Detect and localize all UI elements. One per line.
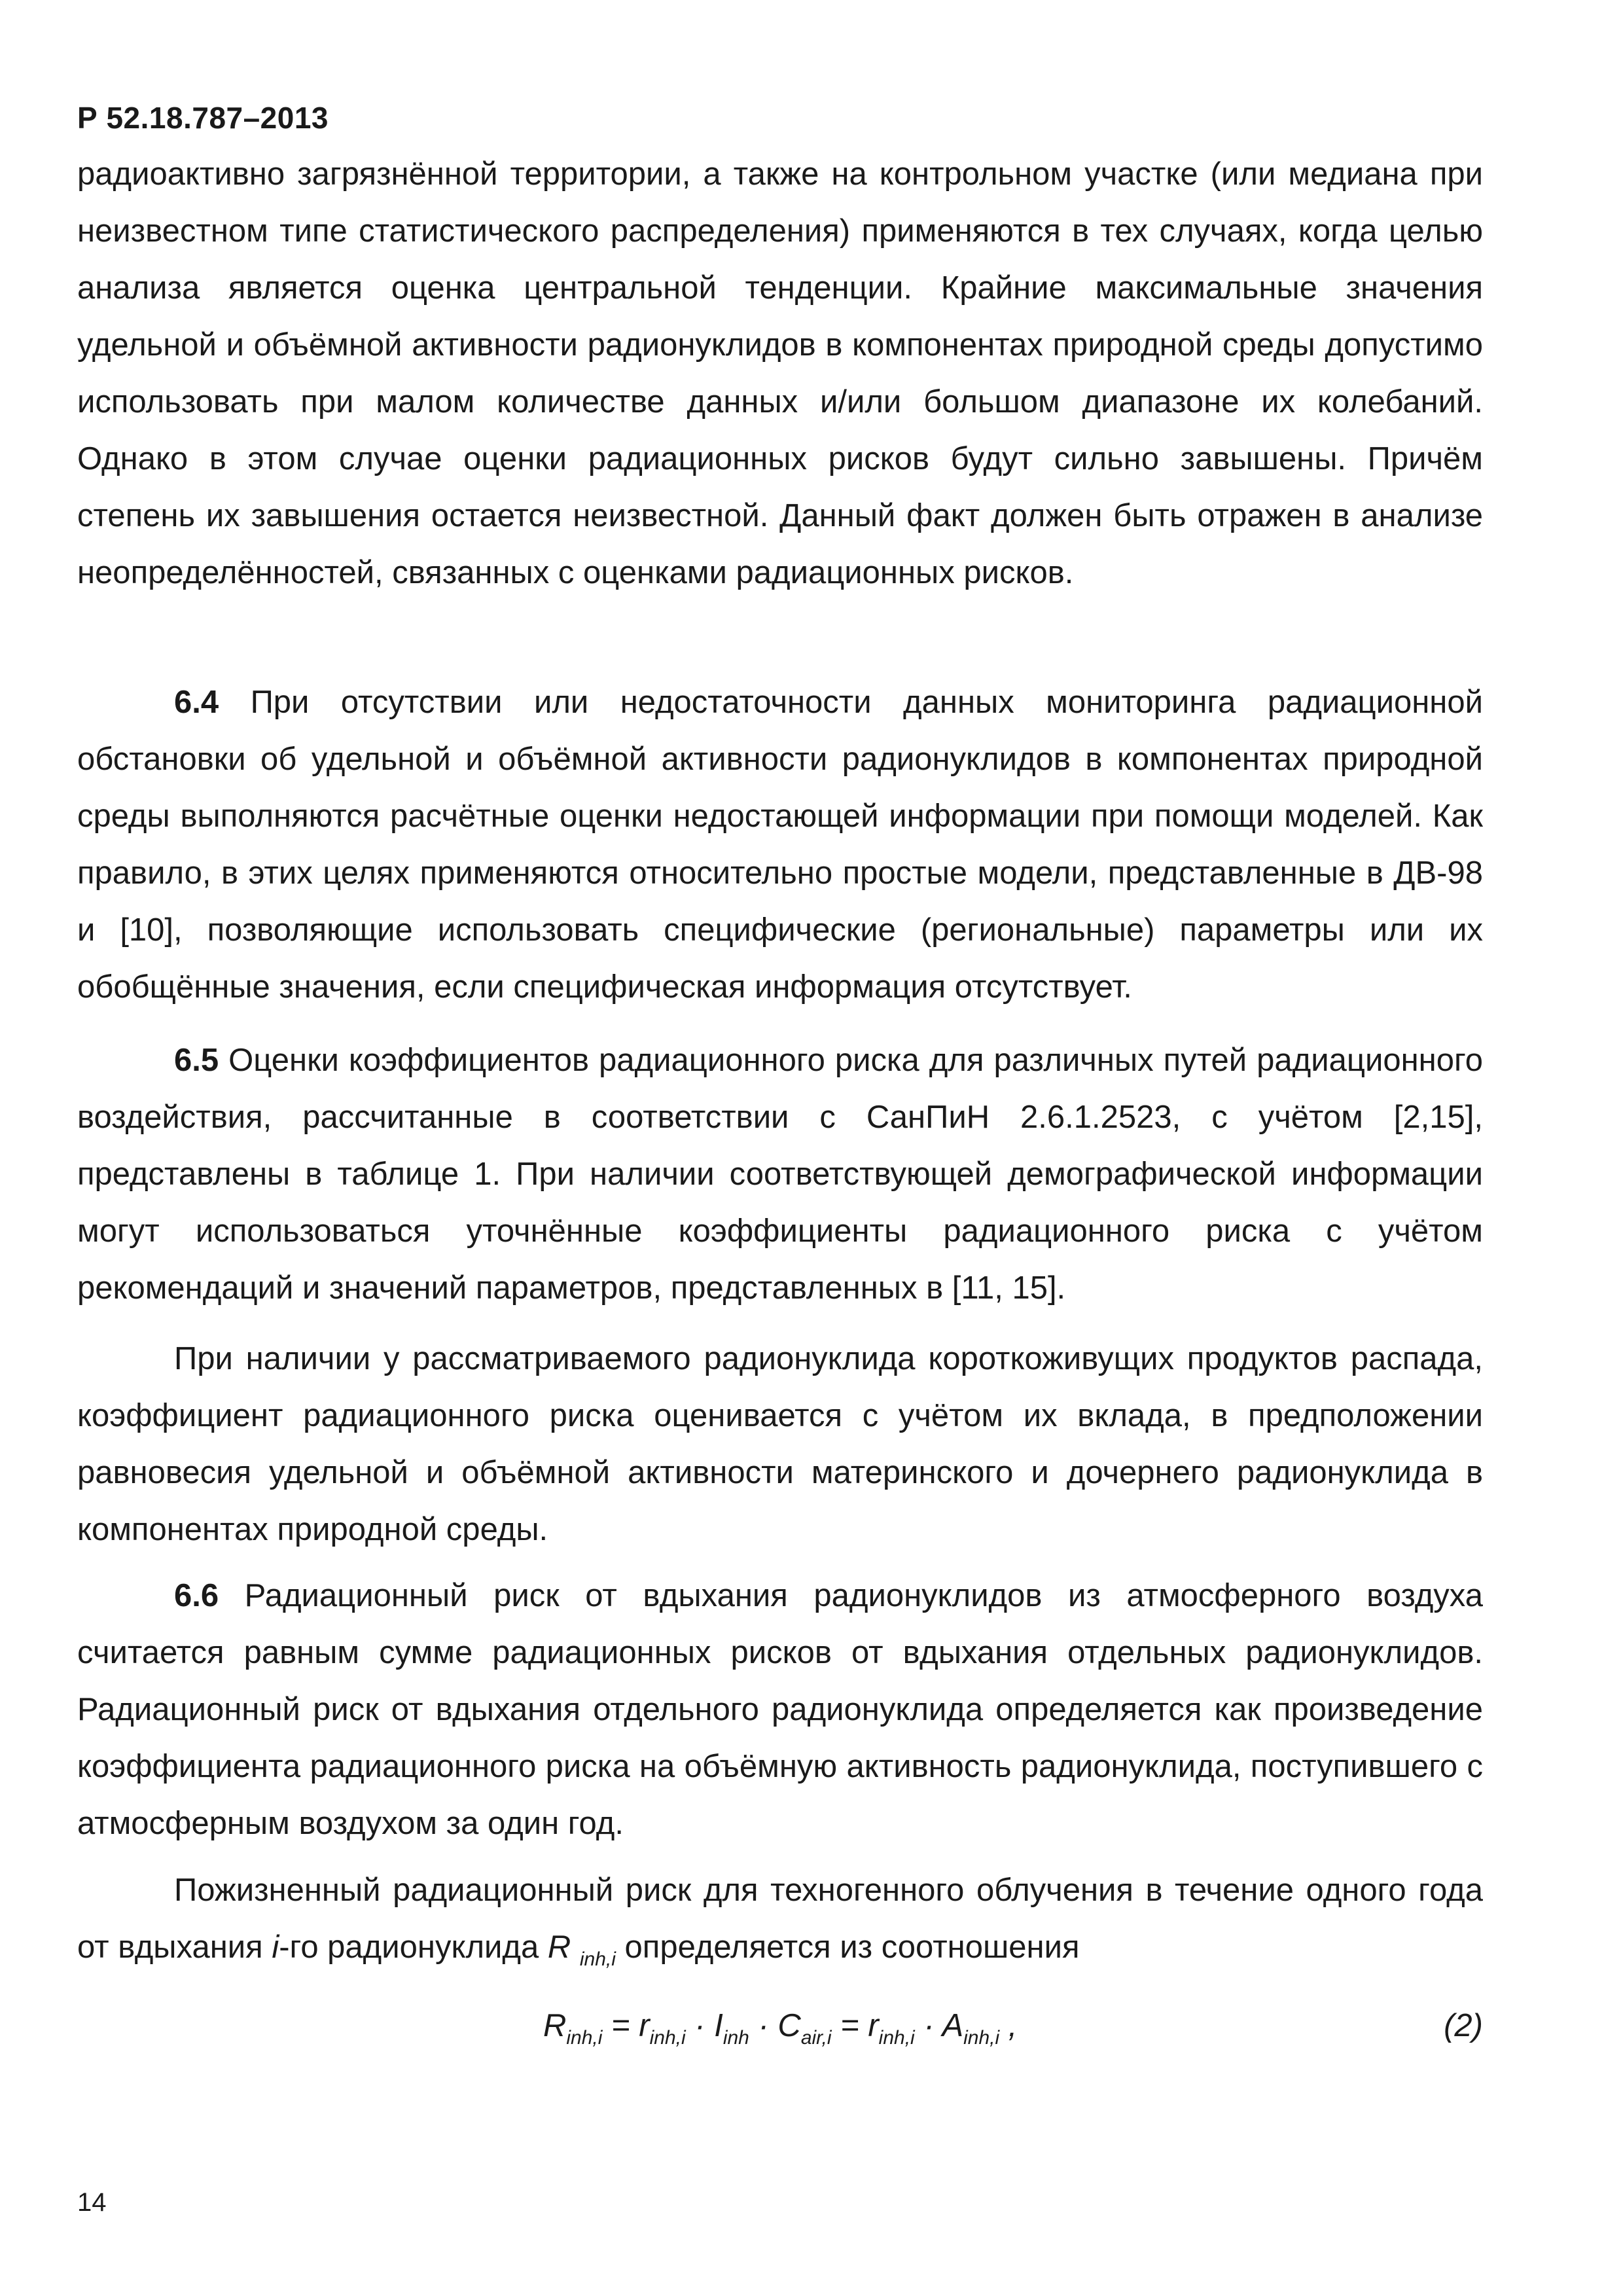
paragraph — [77, 674, 1483, 1016]
text-run: -го радионуклида — [279, 1929, 548, 1965]
subscript: inh,i — [963, 2027, 1000, 2049]
section-6-4 — [77, 674, 1483, 1016]
symbol: I — [714, 2008, 723, 2043]
symbol: C — [777, 2008, 801, 2043]
section-6-6 — [77, 1568, 1483, 1852]
document-code: Р 52.18.787–2013 — [77, 101, 329, 135]
body-text — [77, 146, 1483, 601]
equation-2 — [77, 1996, 1483, 2055]
subscript: inh,i — [649, 2027, 686, 2049]
paragraph — [77, 1862, 1483, 1988]
text-run: Пожизненный радиационный риск для техногенного облучения в течение одного года от вдыхания — [77, 1873, 1483, 1965]
section-6-5 — [77, 1032, 1483, 1317]
symbol: A — [942, 2008, 964, 2043]
subscript: air,i — [800, 2027, 832, 2049]
equation-number: (2) — [1444, 2008, 1483, 2043]
operator: = — [602, 2008, 639, 2043]
variable-R: R — [547, 1929, 571, 1965]
operator: · — [749, 2008, 778, 2043]
paragraph — [77, 1032, 1483, 1317]
subscript: inh,i — [579, 1948, 616, 1970]
paragraph: При наличии у рассматриваемого радионуклида короткоживущих продуктов распада, коэффициент радиационного риска оценивается с учётом их вклада, в предположении равновесия удельной и объёмной активности материнского и дочернего радионуклида в компонентах природной среды. — [77, 1341, 1483, 1547]
page-number: 14 — [77, 2188, 107, 2217]
operator: · — [685, 2008, 715, 2043]
symbol: R — [543, 2008, 567, 2043]
subscript: inh,i — [878, 2027, 915, 2049]
paragraph-lifetime-risk — [77, 1862, 1483, 1988]
paragraph — [77, 1568, 1483, 1852]
variable-i: i — [272, 1929, 279, 1965]
section-text: Оценки коэффициентов радиационного риска для различных путей радиационного воздействия, рассчитанные в соответствии с СанПиН 2.6.1.2523, с учётом [2,15], представлены в таблице 1. При наличии соответствующей демографической информации могут использоваться уточнённые коэффициенты радиационного риска с учётом рекомендаций и значений параметров, представленных в [11, 15]. — [77, 1043, 1483, 1306]
section-number: 6.4 — [174, 685, 219, 720]
punctuation: , — [999, 2008, 1018, 2043]
subscript: inh,i — [566, 2027, 603, 2049]
operator: · — [914, 2008, 942, 2043]
symbol: r — [868, 2008, 879, 2043]
formula — [543, 1996, 1017, 2068]
section-number: 6.5 — [174, 1043, 219, 1078]
subscript: inh — [722, 2027, 749, 2049]
paragraph-decay — [77, 1331, 1483, 1558]
text-run: определяется из соотношения — [615, 1929, 1080, 1965]
symbol: r — [639, 2008, 650, 2043]
section-number: 6.6 — [174, 1578, 219, 1613]
paragraph-continuation: радиоактивно загрязнённой территории, а также на контрольном участке (или медиана при неизвестном типе статистического распределения) применяются в тех случаях, когда целью анализа является оценка центральной тенденции. Крайние максимальные значения удельной и объёмной активности радионуклидов в компонентах природной среды допустимо использовать при малом количестве данных и/или большом диапазоне их колебаний. Однако в этом случае оценки радиационных рисков будут сильно завышены. Причём степень их завышения остается неизвестной. Данный факт должен быть отражен в анализе неопределённостей, связанных с оценками радиационных рисков. — [77, 156, 1483, 590]
section-text: При отсутствии или недостаточности данных мониторинга радиационной обстановки об удельной и объёмной активности радионуклидов в компонентах природной среды выполняются расчётные оценки недостающей информации при помощи моделей. Как правило, в этих целях применяются относительно простые модели, представленные в ДВ-98 и [10], позволяющие использовать специфические (региональные) параметры или их обобщённые значения, если специфическая информация отсутствует. — [77, 685, 1483, 1005]
operator: = — [831, 2008, 868, 2043]
section-text: Радиационный риск от вдыхания радионуклидов из атмосферного воздуха считается равным сумме радиационных рисков от вдыхания отдельных радионуклидов. Радиационный риск от вдыхания отдельного радионуклида определяется как произведение коэффициента радиационного риска на объёмную активность радионуклида, поступившего с атмосферным воздухом за один год. — [77, 1578, 1483, 1841]
